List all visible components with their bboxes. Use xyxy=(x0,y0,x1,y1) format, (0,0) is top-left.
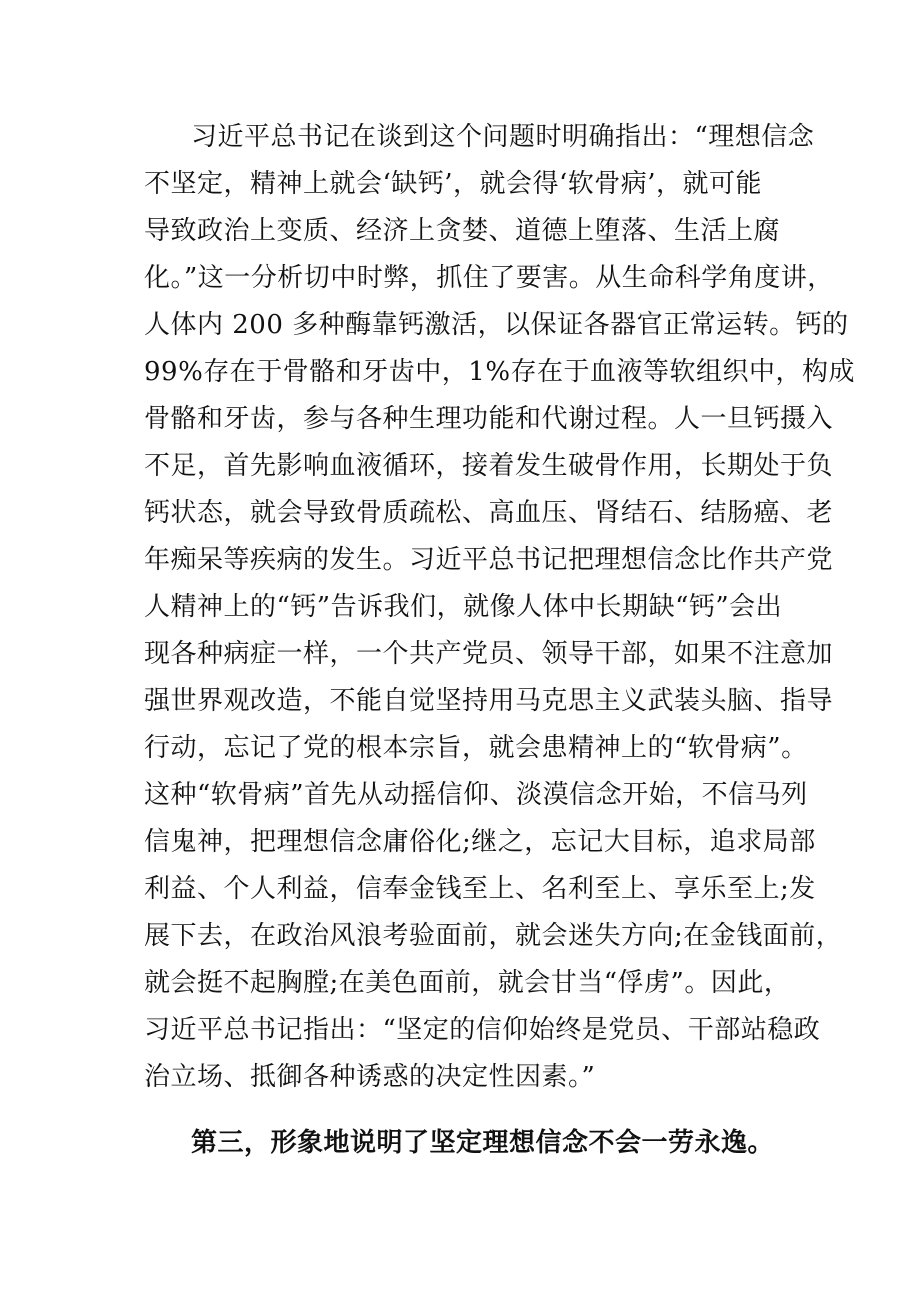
paragraph-line: 信鬼神，把理想信念庸俗化;继之，忘记大目标，追求局部 xyxy=(144,827,816,857)
paragraph-line: 强世界观改造，不能自觉坚持用马克思主义武装头脑、指导 xyxy=(144,686,834,716)
paragraph-line: 化。”这一分析切中时弊，抓住了要害。从生命科学角度讲， xyxy=(144,263,834,293)
paragraph-line: 不足，首先影响血液循环，接着发生破骨作用，长期处于负 xyxy=(144,451,834,481)
paragraph-line: 利益、个人利益，信奉金钱至上、名利至上、享乐至上;发 xyxy=(144,874,816,904)
paragraph-line: 骨骼和牙齿，参与各种生理功能和代谢过程。人一旦钙摄入 xyxy=(144,404,834,434)
paragraph-line: 人精神上的“钙”告诉我们，就像人体中长期缺“钙”会出 xyxy=(144,592,783,622)
section-heading: 第三，形象地说明了坚定理想信念不会一劳永逸。 xyxy=(191,1128,775,1158)
paragraph-line: 就会挺不起胸膛;在美色面前，就会甘当“俘虏”。因此， xyxy=(144,968,791,998)
paragraph-line: 习近平总书记在谈到这个问题时明确指出：“理想信念 xyxy=(191,122,815,152)
paragraph-line: 99%存在于骨骼和牙齿中，1%存在于血液等软组织中，构成 xyxy=(144,357,856,387)
paragraph-line: 展下去，在政治风浪考验面前，就会迷失方向;在金钱面前， xyxy=(144,921,843,951)
paragraph-line: 治立场、抵御各种诱惑的决定性因素。” xyxy=(144,1062,596,1092)
paragraph-line: 人体内 200 多种酶靠钙激活，以保证各器官正常运转。钙的 xyxy=(144,310,849,340)
paragraph-line: 现各种病症一样，一个共产党员、领导干部，如果不注意加 xyxy=(144,639,834,669)
paragraph-line: 习近平总书记指出：“坚定的信仰始终是党员、干部站稳政 xyxy=(144,1015,821,1045)
paragraph-line: 钙状态，就会导致骨质疏松、高血压、肾结石、结肠癌、老 xyxy=(144,498,834,528)
paragraph-line: 导致政治上变质、经济上贪婪、道德上堕落、生活上腐 xyxy=(144,216,781,246)
paragraph-line: 这种“软骨病”首先从动摇信仰、淡漠信念开始，不信马列 xyxy=(144,780,808,810)
paragraph-line: 不坚定，精神上就会‘缺钙’，就会得‘软骨病’，就可能 xyxy=(144,169,763,199)
paragraph-line: 行动，忘记了党的根本宗旨，就会患精神上的“软骨病”。 xyxy=(144,733,808,763)
paragraph-line: 年痴呆等疾病的发生。习近平总书记把理想信念比作共产党 xyxy=(144,545,834,575)
